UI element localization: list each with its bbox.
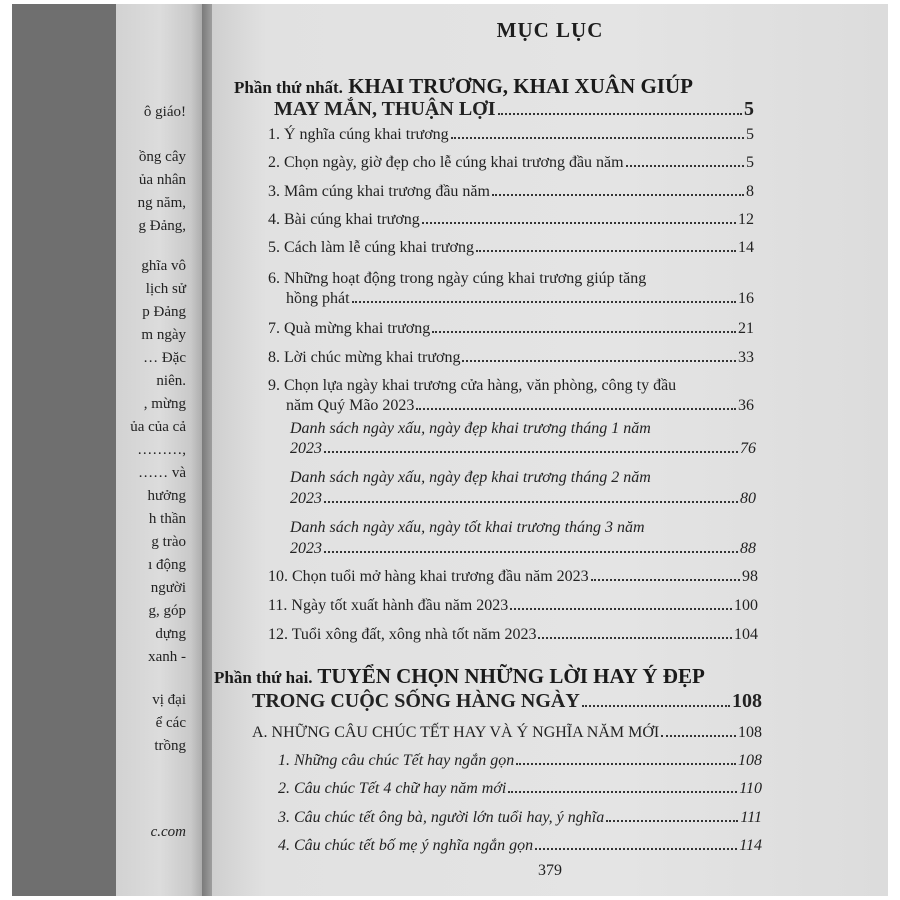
left-line: m ngày xyxy=(141,327,186,343)
part1-heading-line1 xyxy=(234,74,693,99)
toc-entry[interactable] xyxy=(268,211,754,229)
entry-label: 3. Câu chúc tết ông bà, người lớn tuổi hay, ý nghĩa xyxy=(278,809,605,826)
entry-label: hồng phát xyxy=(286,290,350,307)
toc-entry[interactable] xyxy=(268,568,758,586)
entry-label-line1: Danh sách ngày xấu, ngày đẹp khai trương tháng 1 năm xyxy=(290,420,651,437)
entry-page: 21 xyxy=(738,320,754,337)
entry-page: 76 xyxy=(740,440,756,457)
entry-page: 16 xyxy=(738,290,754,307)
dot-leader xyxy=(606,820,738,822)
entry-label-line1: 9. Chọn lựa ngày khai trương cửa hàng, văn phòng, công ty đầu xyxy=(268,377,677,394)
part2-lead: Phần thứ hai. xyxy=(214,668,313,687)
dot-leader xyxy=(498,113,743,115)
entry-page: 5 xyxy=(746,126,754,143)
dot-leader xyxy=(416,408,736,410)
entry-page: 80 xyxy=(740,490,756,507)
left-line: …… và xyxy=(138,465,186,481)
left-line: dựng xyxy=(155,626,186,642)
dot-leader xyxy=(535,848,737,850)
entry-label: 2023 xyxy=(290,540,322,557)
entry-page: 14 xyxy=(738,239,754,256)
part2-title-line2: TRONG CUỘC SỐNG HÀNG NGÀY xyxy=(252,690,580,712)
page-number: 379 xyxy=(538,862,562,879)
toc-entry[interactable] xyxy=(268,239,754,257)
left-line: ng năm, xyxy=(137,195,186,211)
left-line: , mừng xyxy=(143,396,186,412)
entry-page: 98 xyxy=(742,568,758,585)
entry-label: 2023 xyxy=(290,490,322,507)
left-line: ı động xyxy=(148,557,186,573)
left-line: p Đảng xyxy=(142,304,186,320)
entry-label: 12. Tuổi xông đất, xông nhà tốt năm 2023 xyxy=(268,626,537,643)
left-line: h thần xyxy=(148,511,186,527)
left-line: ể các xyxy=(155,715,186,731)
entry-page: 110 xyxy=(739,780,762,797)
left-line: ủa nhân xyxy=(138,172,186,188)
toc-entry[interactable] xyxy=(290,440,756,458)
dot-leader xyxy=(538,637,732,639)
entry-label: A. NHỮNG CÂU CHÚC TẾT HAY VÀ Ý NGHĨA NĂM MỚI xyxy=(252,724,660,741)
entry-label: 7. Quà mừng khai trương xyxy=(268,320,431,337)
toc-entry-part1[interactable] xyxy=(274,98,754,121)
entry-label-line1: Danh sách ngày xấu, ngày tốt khai trương tháng 3 năm xyxy=(290,519,645,536)
left-line: g Đảng, xyxy=(138,218,186,234)
dot-leader xyxy=(661,735,736,737)
part1-title-line2: MAY MẮN, THUẬN LỢI xyxy=(274,98,496,120)
toc-entry[interactable] xyxy=(268,597,758,615)
dot-leader xyxy=(492,194,744,196)
dot-leader xyxy=(516,763,736,765)
left-footer: c.com xyxy=(150,824,186,840)
dot-leader xyxy=(324,501,738,503)
part1-page: 5 xyxy=(744,98,754,120)
part2-page: 108 xyxy=(732,690,762,712)
toc-entry[interactable] xyxy=(286,290,754,308)
toc-entry[interactable] xyxy=(278,780,762,798)
entry-label: 2. Chọn ngày, giờ đẹp cho lễ cúng khai trương đầu năm xyxy=(268,154,624,171)
entry-page: 111 xyxy=(740,809,762,826)
entry-label: 4. Câu chúc tết bố mẹ ý nghĩa ngắn gọn xyxy=(278,837,534,854)
left-line: ………, xyxy=(137,442,186,458)
entry-page: 114 xyxy=(739,837,762,854)
toc-entry[interactable] xyxy=(268,126,754,144)
left-line: xanh - xyxy=(148,649,186,665)
left-line: ồng cây xyxy=(138,149,186,165)
left-line: ủa của cả xyxy=(130,419,186,435)
entry-label: 3. Mâm cúng khai trương đầu năm xyxy=(268,183,490,200)
entry-page: 36 xyxy=(738,397,754,414)
left-line: trồng xyxy=(154,738,186,754)
part1-lead: Phần thứ nhất. xyxy=(234,78,343,97)
toc-entry[interactable] xyxy=(286,397,754,415)
left-line: hưởng xyxy=(147,488,186,504)
part2-title-line1: TUYỂN CHỌN NHỮNG LỜI HAY Ý ĐẸP xyxy=(317,664,705,688)
dot-leader xyxy=(462,360,736,362)
entry-label: 11. Ngày tốt xuất hành đầu năm 2023 xyxy=(268,597,509,614)
dot-leader xyxy=(510,608,732,610)
dot-leader xyxy=(432,331,736,333)
entry-label: năm Quý Mão 2023 xyxy=(286,397,415,414)
left-line: ô giáo! xyxy=(143,104,186,120)
entry-page: 108 xyxy=(738,724,762,741)
dot-leader xyxy=(324,451,738,453)
entry-page: 104 xyxy=(734,626,758,643)
toc-entry[interactable] xyxy=(268,183,754,201)
entry-label: 8. Lời chúc mừng khai trương xyxy=(268,349,461,366)
dot-leader xyxy=(508,791,737,793)
entry-label: 5. Cách làm lễ cúng khai trương xyxy=(268,239,474,256)
entry-label-line1: 6. Những hoạt động trong ngày cúng khai trương giúp tăng xyxy=(268,270,647,287)
left-line: g, góp xyxy=(148,603,186,619)
entry-label: 10. Chọn tuổi mở hàng khai trương đầu năm 2023 xyxy=(268,568,589,585)
left-line: niên. xyxy=(156,373,186,389)
toc-entry[interactable] xyxy=(268,626,758,644)
toc-entry[interactable] xyxy=(278,837,762,855)
dot-leader xyxy=(626,165,744,167)
entry-page: 108 xyxy=(738,752,762,769)
dot-leader xyxy=(324,551,738,553)
entry-page: 33 xyxy=(738,349,754,366)
toc-entry[interactable] xyxy=(268,349,754,367)
entry-page: 12 xyxy=(738,211,754,228)
toc-entry[interactable] xyxy=(290,540,756,558)
entry-page: 88 xyxy=(740,540,756,557)
entry-label: 2023 xyxy=(290,440,322,457)
entry-page: 5 xyxy=(746,154,754,171)
toc-entry[interactable] xyxy=(268,320,754,338)
left-line: … Đặc xyxy=(143,350,186,366)
left-line: lịch sử xyxy=(145,281,186,297)
toc-entry[interactable] xyxy=(268,154,754,172)
left-page xyxy=(116,4,204,896)
toc-entry[interactable] xyxy=(290,490,756,508)
toc-entry[interactable] xyxy=(278,752,762,770)
dot-leader xyxy=(451,137,744,139)
toc-entry-part2[interactable] xyxy=(252,690,762,713)
dot-leader xyxy=(476,250,736,252)
left-line: ghĩa vô xyxy=(141,258,186,274)
entry-label: 2. Câu chúc Tết 4 chữ hay năm mới xyxy=(278,780,507,797)
left-line: người xyxy=(150,580,186,596)
entry-label: 1. Ý nghĩa cúng khai trương xyxy=(268,126,449,143)
dot-leader xyxy=(422,222,736,224)
part2-heading-line1 xyxy=(214,664,705,689)
left-line: vị đại xyxy=(152,692,186,708)
entry-page: 8 xyxy=(746,183,754,200)
part1-title-line1: KHAI TRƯƠNG, KHAI XUÂN GIÚP xyxy=(348,74,693,98)
entry-label: 1. Những câu chúc Tết hay ngắn gọn xyxy=(278,752,515,769)
entry-label: 4. Bài cúng khai trương xyxy=(268,211,420,228)
left-line: g trào xyxy=(151,534,186,550)
dot-leader xyxy=(591,579,740,581)
toc-page xyxy=(212,4,888,896)
dot-leader xyxy=(352,301,736,303)
toc-entry[interactable] xyxy=(278,809,762,827)
book-photo xyxy=(12,4,888,896)
entry-page: 100 xyxy=(734,597,758,614)
toc-entry-section-a[interactable] xyxy=(252,724,762,742)
page-title: MỤC LỤC xyxy=(496,18,604,42)
entry-label-line1: Danh sách ngày xấu, ngày đẹp khai trương tháng 2 năm xyxy=(290,469,651,486)
dot-leader xyxy=(582,705,730,707)
